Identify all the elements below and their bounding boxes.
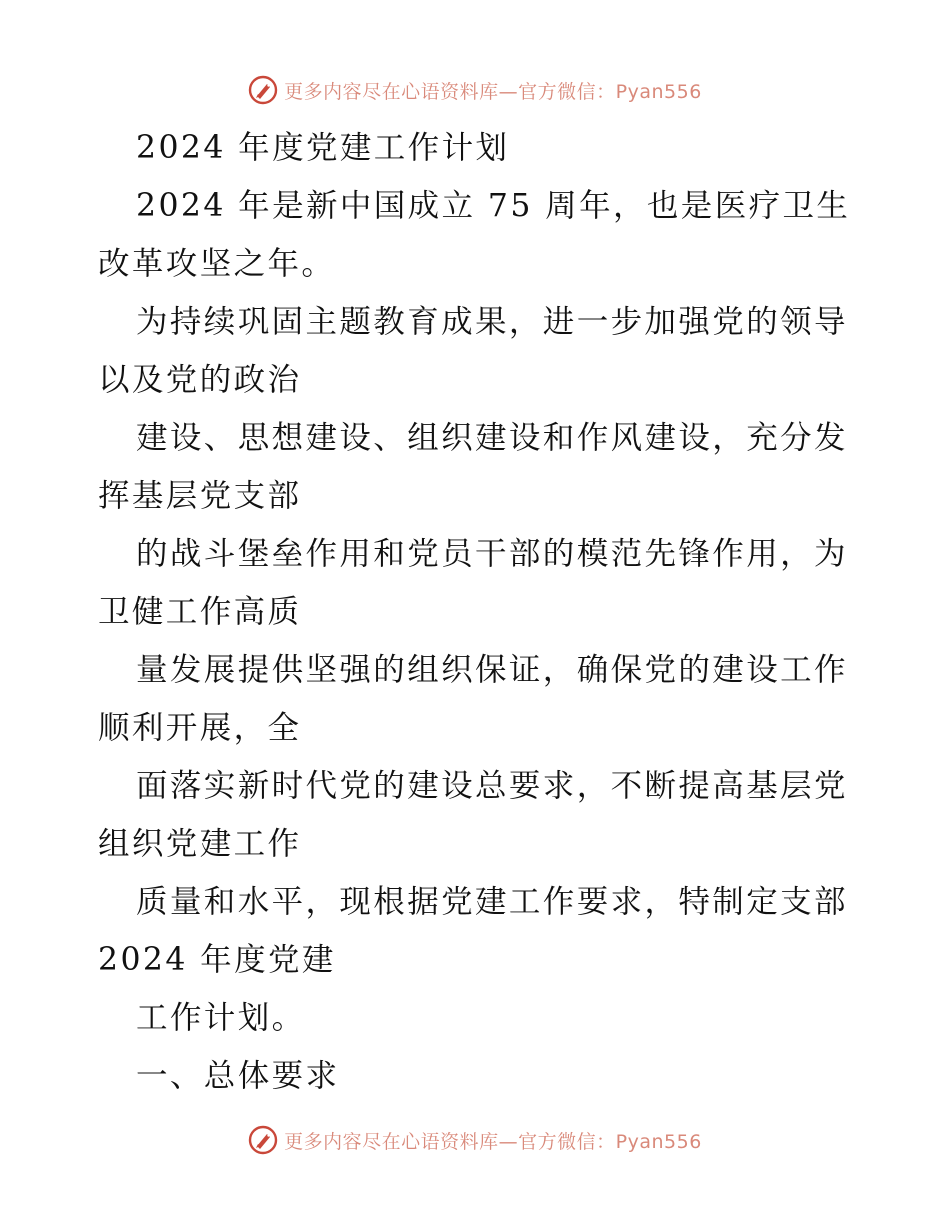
pen-nib-logo-icon [248, 1125, 278, 1155]
paragraph-line: 工作计划。 [136, 1000, 306, 1036]
paragraph-line: 改革攻坚之年。 [98, 246, 336, 282]
section-heading: 一、总体要求 [136, 1058, 340, 1094]
document-body [0, 122, 950, 1112]
paragraph-line: 的战斗堡垒作用和党员干部的模范先锋作用，为 [136, 536, 848, 572]
paragraph-line: 挥基层党支部 [98, 478, 302, 514]
pen-nib-logo-icon [248, 75, 278, 105]
paragraph-line: 面落实新时代党的建设总要求，不断提高基层党 [136, 768, 848, 804]
paragraph-line: 质量和水平，现根据党建工作要求，特制定支部 [136, 884, 848, 920]
watermark-text: 更多内容尽在心语资料库—官方微信：Pyan556 [284, 80, 702, 103]
paragraph-line: 以及党的政治 [98, 362, 302, 398]
paragraph-line: 2024 年是新中国成立 75 周年，也是医疗卫生 [136, 188, 851, 224]
header-watermark [0, 70, 950, 110]
paragraph-line: 顺利开展，全 [98, 710, 302, 746]
paragraph-line: 建设、思想建设、组织建设和作风建设，充分发 [136, 420, 848, 456]
paragraph-line: 卫健工作高质 [98, 594, 302, 630]
paragraph-line: 为持续巩固主题教育成果，进一步加强党的领导 [136, 304, 848, 340]
watermark-text: 更多内容尽在心语资料库—官方微信：Pyan556 [284, 1130, 702, 1153]
footer-watermark [0, 1120, 950, 1160]
document-title: 2024 年度党建工作计划 [136, 130, 510, 166]
paragraph-line: 组织党建工作 [98, 826, 302, 862]
paragraph-line: 量发展提供坚强的组织保证，确保党的建设工作 [136, 652, 848, 688]
paragraph-line: 2024 年度党建 [98, 942, 336, 978]
